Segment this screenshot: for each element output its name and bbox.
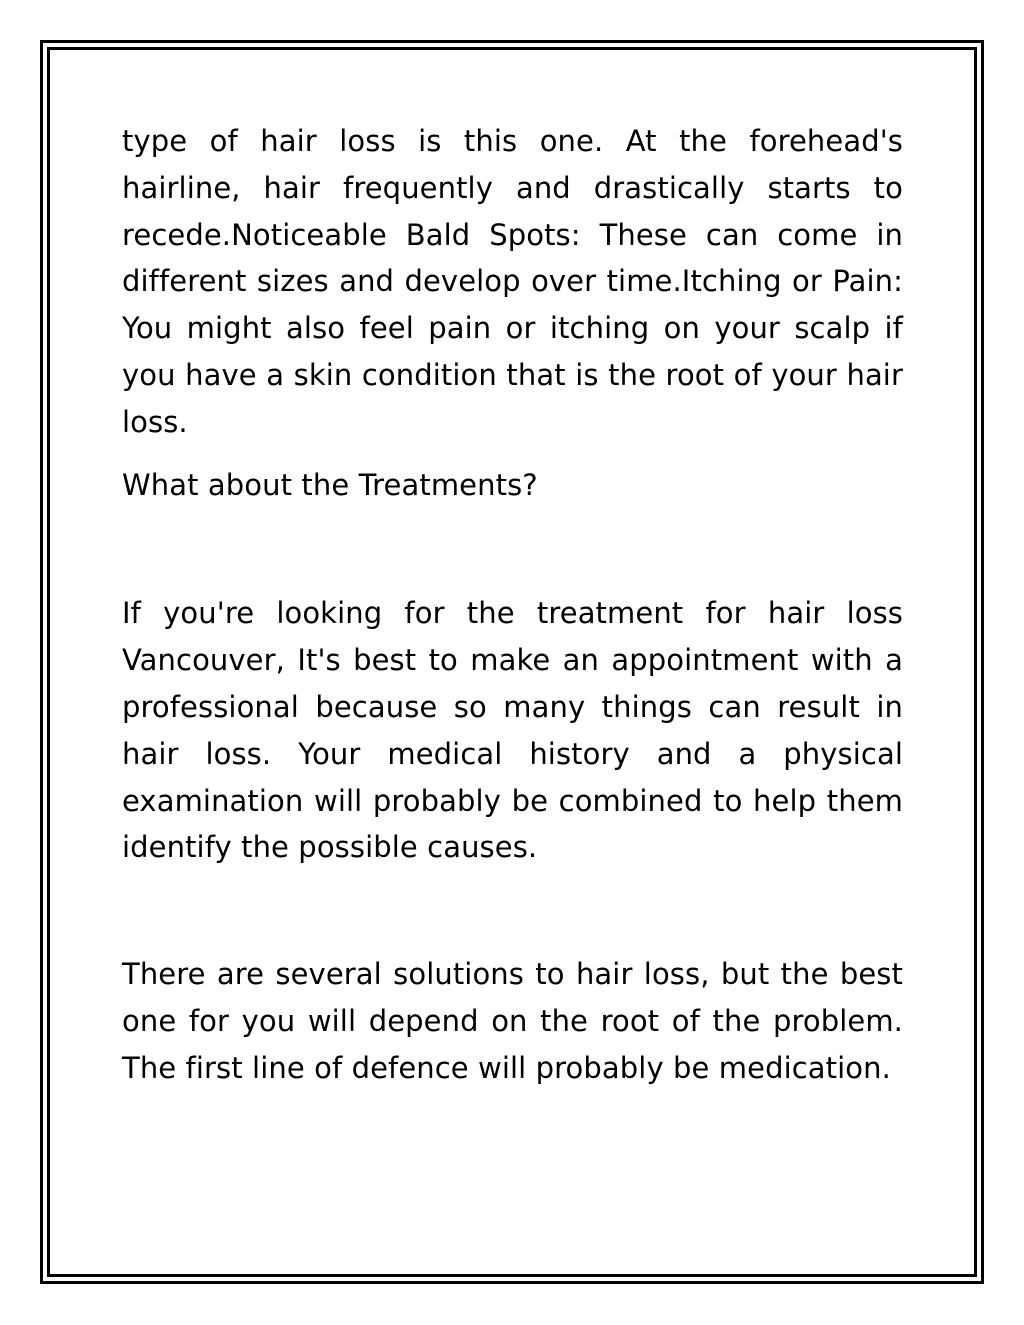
paragraph-solutions: There are several solutions to hair loss, but the best one for you will depend on the root of the problem. The first line of defence will probably be medication.: [122, 957, 903, 1085]
paragraph-treatment-vancouver: If you're looking for the treatment for hair loss Vancouver, It's best to make an appointment with a professional because so many things can result in hair loss. Your medical history and a physical examination will probably be combined to help them identify the possible causes.: [122, 596, 903, 865]
section-heading-treatments: What about the Treatments?: [122, 467, 538, 502]
document-body: [122, 118, 903, 1092]
paragraph-hair-loss-signs: type of hair loss is this one. At the forehead's hairline, hair frequently and drastically starts to recede.Noticeable Bald Spots: These can come in different sizes and develop over time.Itching or Pain: You might also feel pain or itching on your scalp if you have a skin condition that is the root of your hair loss.: [122, 124, 903, 439]
